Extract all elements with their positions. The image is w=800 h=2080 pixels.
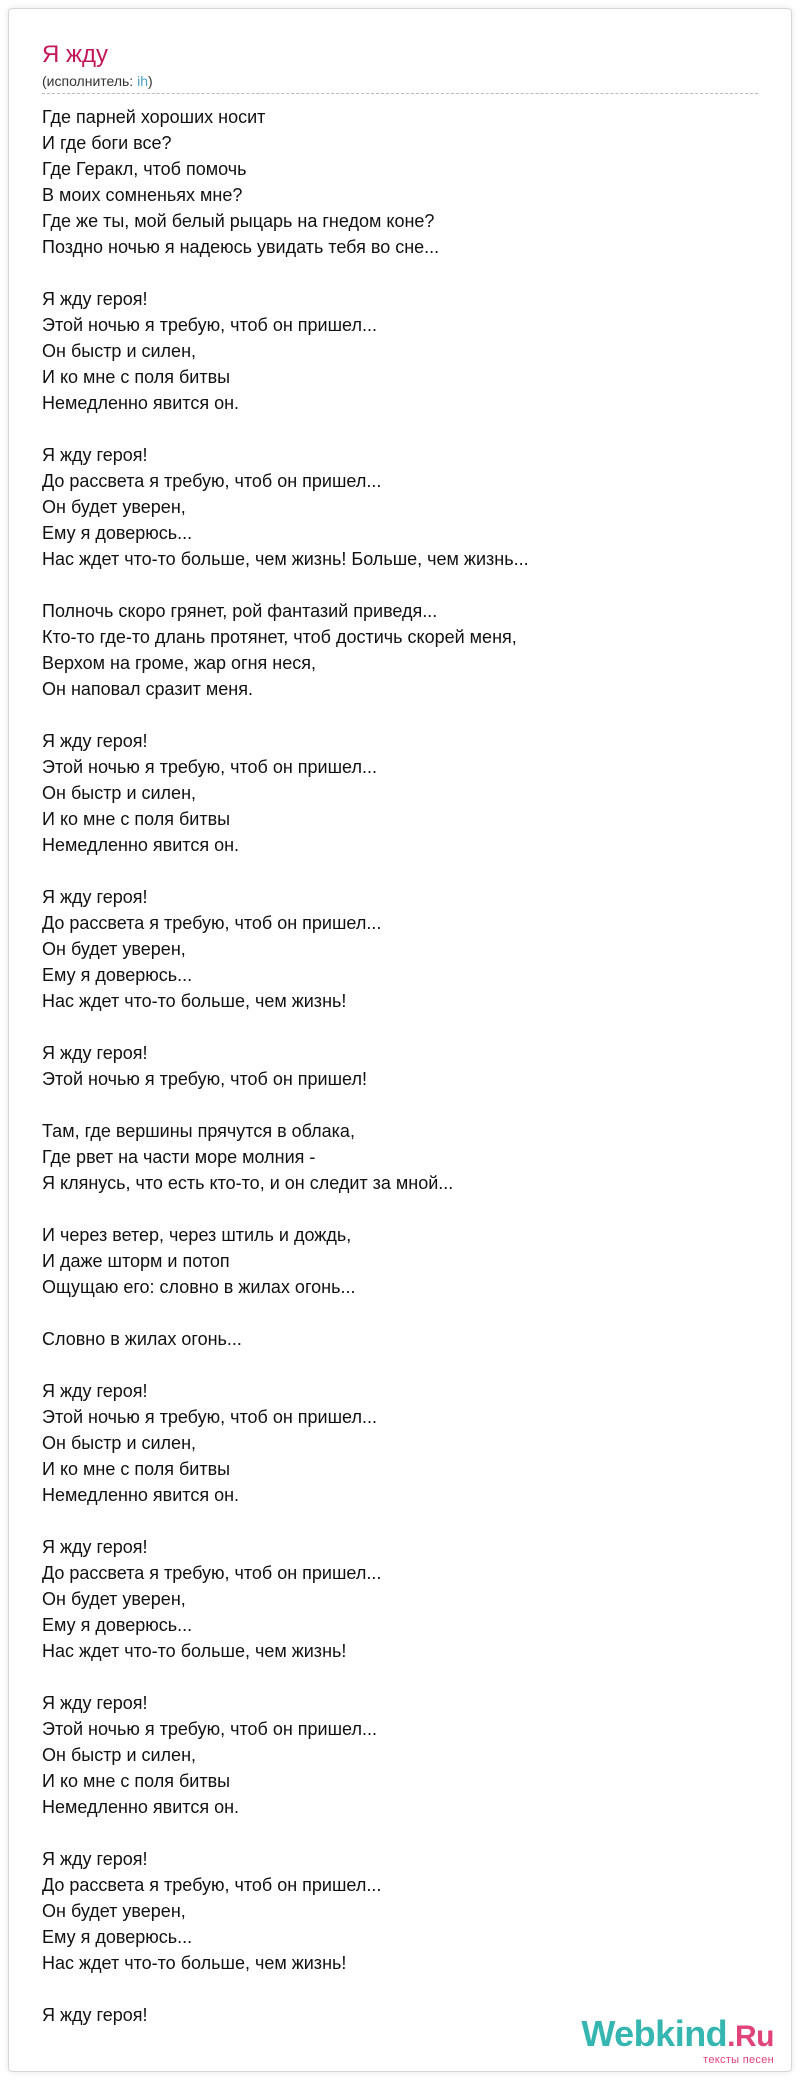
lyric-line: Я жду героя!: [42, 1381, 148, 1401]
stanza: [42, 104, 742, 260]
site-logo[interactable]: [581, 2015, 774, 2066]
lyric-line: И ко мне с поля битвы: [42, 809, 231, 829]
stanza: [42, 1846, 742, 1976]
lyric-line: Этой ночью я требую, чтоб он пришел...: [42, 1407, 377, 1427]
lyric-line: Верхом на громе, жар огня неся,: [42, 653, 316, 673]
lyric-line: Он будет уверен,: [42, 939, 186, 959]
logo-wordmark: [581, 2015, 774, 2056]
stanza: [42, 1222, 742, 1300]
lyric-line: И ко мне с поля битвы: [42, 1771, 231, 1791]
lyrics-body: [42, 104, 742, 2054]
lyric-line: И через ветер, через штиль и дождь,: [42, 1225, 352, 1245]
stanza: [42, 286, 742, 416]
stanza: [42, 1690, 742, 1820]
lyric-line: До рассвета я требую, чтоб он пришел...: [42, 471, 382, 491]
lyric-line: Я жду героя!: [42, 1537, 148, 1557]
lyric-line: Немедленно явится он.: [42, 1797, 240, 1817]
lyric-line: Немедленно явится он.: [42, 835, 240, 855]
lyric-line: Ему я доверюсь...: [42, 965, 193, 985]
lyric-line: Немедленно явится он.: [42, 1485, 240, 1505]
stanza: [42, 442, 742, 572]
lyric-line: Где парней хороших носит: [42, 107, 266, 127]
lyric-line: Где Геракл, чтоб помочь: [42, 159, 247, 179]
lyric-line: Полночь скоро грянет, рой фантазий приведя...: [42, 601, 438, 621]
lyric-line: Словно в жилах огонь...: [42, 1329, 242, 1349]
stanza: [42, 1040, 742, 1092]
logo-tagline: тексты песен: [703, 2054, 774, 2066]
lyric-line: Немедленно явится он.: [42, 393, 240, 413]
lyric-line: Я жду героя!: [42, 1693, 148, 1713]
logo-name: Webkind: [581, 2013, 728, 2054]
lyric-line: Этой ночью я требую, чтоб он пришел...: [42, 757, 377, 777]
lyric-line: Я жду героя!: [42, 887, 148, 907]
lyric-line: Он наповал сразит меня.: [42, 679, 253, 699]
lyric-line: Он быстр и силен,: [42, 1433, 197, 1453]
lyric-line: И ко мне с поля битвы: [42, 367, 231, 387]
lyric-line: Ему я доверюсь...: [42, 523, 193, 543]
lyric-line: Кто-то где-то длань протянет, чтоб достичь скорей меня,: [42, 627, 517, 647]
lyric-line: Нас ждет что-то больше, чем жизнь!: [42, 1953, 347, 1973]
lyric-line: Он будет уверен,: [42, 1589, 186, 1609]
lyric-line: Нас ждет что-то больше, чем жизнь! Больше, чем жизнь...: [42, 549, 529, 569]
lyric-line: До рассвета я требую, чтоб он пришел...: [42, 1563, 382, 1583]
song-title: Я жду: [42, 41, 109, 68]
stanza: [42, 1378, 742, 1508]
lyric-line: Там, где вершины прячутся в облака,: [42, 1121, 355, 1141]
stanza: [42, 1118, 742, 1196]
lyric-line: Ощущаю его: словно в жилах огонь...: [42, 1277, 356, 1297]
lyric-line: Нас ждет что-то больше, чем жизнь!: [42, 991, 347, 1011]
lyric-line: Поздно ночью я надеюсь увидать тебя во сне...: [42, 237, 440, 257]
artist-link[interactable]: ih: [137, 73, 148, 89]
lyric-line: Я жду героя!: [42, 2005, 148, 2025]
lyric-line: Нас ждет что-то больше, чем жизнь!: [42, 1641, 347, 1661]
stanza: [42, 598, 742, 702]
lyric-line: До рассвета я требую, чтоб он пришел...: [42, 1875, 382, 1895]
lyric-line: В моих сомненьях мне?: [42, 185, 243, 205]
lyric-line: До рассвета я требую, чтоб он пришел...: [42, 913, 382, 933]
lyric-line: И ко мне с поля битвы: [42, 1459, 231, 1479]
lyric-line: Он быстр и силен,: [42, 341, 197, 361]
lyric-line: Я жду героя!: [42, 731, 148, 751]
lyric-line: Где же ты, мой белый рыцарь на гнедом коне?: [42, 211, 435, 231]
artist-line: [42, 72, 153, 90]
lyric-line: Этой ночью я требую, чтоб он пришел...: [42, 1719, 377, 1739]
stanza: [42, 728, 742, 858]
stanza: [42, 1326, 742, 1352]
lyric-line: Я клянусь, что есть кто-то, и он следит за мной...: [42, 1173, 454, 1193]
lyric-line: Этой ночью я требую, чтоб он пришел!: [42, 1069, 367, 1089]
lyric-line: Ему я доверюсь...: [42, 1927, 193, 1947]
lyric-line: Он быстр и силен,: [42, 783, 197, 803]
lyric-line: И где боги все?: [42, 133, 172, 153]
stanza: [42, 884, 742, 1014]
lyric-line: Он будет уверен,: [42, 497, 186, 517]
stanza: [42, 1534, 742, 1664]
divider: [42, 93, 758, 94]
lyric-line: Этой ночью я требую, чтоб он пришел...: [42, 315, 377, 335]
logo-tld: .Ru: [727, 2020, 774, 2053]
lyric-line: Он быстр и силен,: [42, 1745, 197, 1765]
lyric-line: И даже шторм и потоп: [42, 1251, 230, 1271]
lyric-line: Я жду героя!: [42, 1043, 148, 1063]
lyric-line: Я жду героя!: [42, 1849, 148, 1869]
lyric-line: Он будет уверен,: [42, 1901, 186, 1921]
lyric-line: Где рвет на части море молния -: [42, 1147, 316, 1167]
lyric-line: Я жду героя!: [42, 445, 148, 465]
lyric-line: Ему я доверюсь...: [42, 1615, 193, 1635]
artist-suffix: ): [148, 73, 153, 89]
artist-prefix: (исполнитель:: [42, 73, 138, 89]
lyric-line: Я жду героя!: [42, 289, 148, 309]
